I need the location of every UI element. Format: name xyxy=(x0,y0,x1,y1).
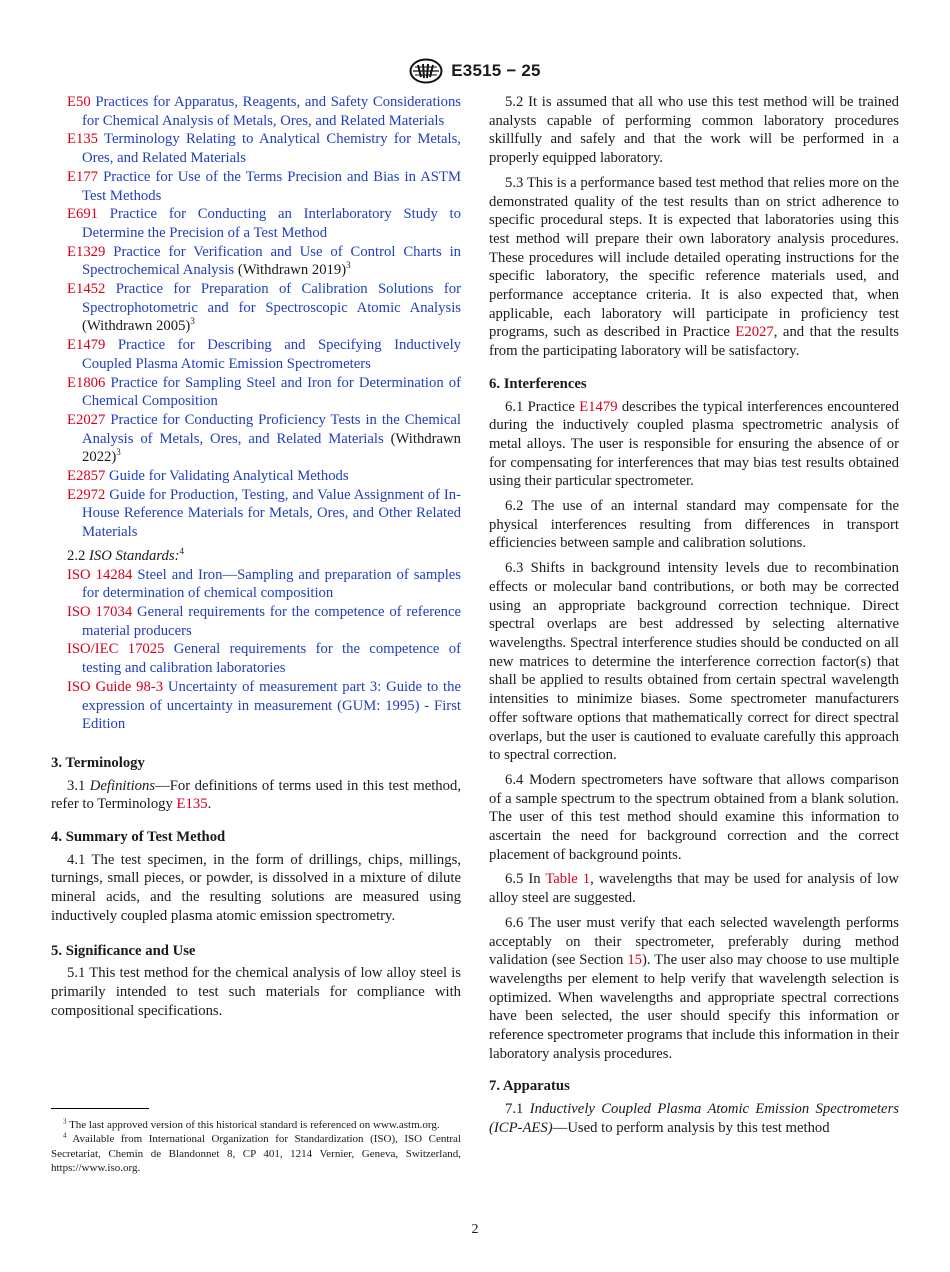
reference-title-link[interactable]: Terminology Relating to Analytical Chemistry for Metals, Ores, and Related Materials xyxy=(82,131,461,167)
reference-item xyxy=(51,486,461,542)
section-number: 7.1 xyxy=(505,1101,524,1118)
reference-title-link[interactable]: Practice for Verification and Use of Control Charts in Spectrochemical Analysis xyxy=(82,243,462,279)
footnote-divider xyxy=(51,1108,149,1109)
section-number: 2.2 xyxy=(67,547,86,564)
footnote-marker: 3 xyxy=(116,447,121,458)
footnote-text: The last approved version of this historical standard is referenced on www.astm.org. xyxy=(69,1119,440,1131)
left-column xyxy=(51,93,461,1026)
document-id: E3515 − 25 xyxy=(451,61,541,80)
reference-title-link[interactable]: Practice for Use of the Terms Precision and Bias in ASTM Test Methods xyxy=(82,168,462,204)
paragraph-text: ). The user also may choose to use multiple wavelengths per element to help verify that wavelength selection is optimized. When wavelengths and appropriate spectral corrections have been selected, the user should specify this information or reference spectrometer programs that include this information in their laboratory analysis procedures. xyxy=(489,952,899,1062)
footnote xyxy=(51,1132,461,1175)
paragraph-7-1 xyxy=(489,1100,899,1137)
reference-item xyxy=(51,243,461,280)
reference-title-link[interactable]: Practices for Apparatus, Reagents, and Safety Considerations for Chemical Analysis of Metals, Ores, and Related Materials xyxy=(82,94,462,129)
astm-reference-list xyxy=(51,93,461,542)
reference-title-link[interactable]: Practice for Conducting Proficiency Tests in the Chemical Analysis of Metals, Ores, and Related Materials xyxy=(82,411,461,447)
reference-item xyxy=(51,678,461,734)
paragraph-6-5 xyxy=(489,870,899,907)
reference-title-link[interactable]: Uncertainty of measurement part 3: Guide to the expression of uncertainty in measurement (GUM: 1995) - First Edition xyxy=(82,678,461,733)
footnote-marker: 4 xyxy=(179,545,184,556)
paragraph-text: —For definitions of terms used in this test method, refer to Terminology xyxy=(51,777,461,813)
section-number: 3.1 xyxy=(67,777,86,794)
reference-code-link[interactable]: ISO 14284 xyxy=(67,566,133,583)
reference-code-link[interactable]: E1329 xyxy=(67,243,106,260)
paragraph-6-4: 6.4 Modern spectrometers have software that allows comparison of a sample spectrum to the spectrum obtained from a blank solution. The user of this test method should examine this information to ascertain the need for background correction and the correct placement of background points. xyxy=(489,771,899,863)
reference-link[interactable]: E2027 xyxy=(735,324,774,341)
reference-title-link[interactable]: Practice for Sampling Steel and Iron for Determination of Chemical Composition xyxy=(82,374,461,410)
footnote xyxy=(51,1118,461,1132)
withdrawn-note: (Withdrawn 2022) xyxy=(82,430,461,466)
paragraph-text: 5.3 This is a performance based test method that relies more on the demonstrated quality of the test results than on strict adherence to specific procedural steps. It is expected that laboratories using this test method will prepare their own laboratory analysis procedures. These procedures will include detailed operating instructions for the specific laboratory, the specific reference materials used, and performance acceptance criteria. It is also expected that, when applicable, each laboratory will participate in proficiency test programs, such as described in Practice xyxy=(489,174,899,341)
reference-item xyxy=(51,640,461,677)
reference-code-link[interactable]: E2857 xyxy=(67,468,106,485)
reference-title-link[interactable]: Guide for Production, Testing, and Value Assignment of In-House Reference Materials for Metals, Ores, and Other Related Materials xyxy=(82,486,461,541)
reference-item xyxy=(51,566,461,603)
iso-heading-title: ISO Standards: xyxy=(89,547,180,564)
reference-code-link[interactable]: E1452 xyxy=(67,281,106,298)
italic-term: Definitions xyxy=(89,777,156,794)
section-heading-apparatus: 7. Apparatus xyxy=(489,1078,570,1095)
reference-code-link[interactable]: E1479 xyxy=(67,337,106,354)
reference-code-link[interactable]: E50 xyxy=(67,94,91,110)
reference-item xyxy=(51,603,461,640)
astm-logo-icon xyxy=(409,58,443,84)
reference-item xyxy=(51,205,461,242)
paragraph-text: 6.5 In xyxy=(505,871,541,888)
paragraph-6-3: 6.3 Shifts in background intensity levels due to recombination effects or molecular band contributions, or both may be corrected using an appropriate background correction technique. Direct spectral overlaps are best addressed by selecting alternative wavelengths. Spectral interference studies should be conducted on all new matrices to determine the interference correction factor(s) that shall be applied to results obtained from certain spectral wavelength intensities to minimize biases. Some spectrometer manufacturers offer software options that mathematically correct for direct spectral overlaps, but the user is cautioned to evaluate carefully this approach to spectral correction. xyxy=(489,560,899,764)
paragraph-5-1: 5.1 This test method for the chemical analysis of low alloy steel is primarily intended to test such materials for compliance with compositional specifications. xyxy=(51,965,461,1019)
reference-code-link[interactable]: ISO/IEC 17025 xyxy=(67,641,165,658)
paragraph-text: 6.1 Practice xyxy=(505,398,575,415)
page-number: 2 xyxy=(471,1222,479,1237)
reference-code-link[interactable]: E691 xyxy=(67,206,99,223)
paragraph-5-3 xyxy=(489,174,899,361)
paragraph-text: , and that the results from the participating laboratory will be satisfactory. xyxy=(489,324,899,360)
punctuation: . xyxy=(207,796,212,813)
reference-title-link[interactable]: Steel and Iron—Sampling and preparation of samples for determination of chemical composition xyxy=(82,566,462,602)
reference-code-link[interactable]: ISO 17034 xyxy=(67,603,133,620)
paragraph-6-1 xyxy=(489,398,899,492)
paragraph-6-2: 6.2 The use of an internal standard may compensate for the physical interferences resulting from differences in transport efficiencies between sample and calibration solutions. xyxy=(489,498,899,552)
reference-code-link[interactable]: E1806 xyxy=(67,374,106,391)
paragraph-4-1: 4.1 The test specimen, in the form of drillings, chips, millings, turnings, small pieces, or powder, is dissolved in a mixture of dilute mineral acids, and the resulting solutions are measured using inductively coupled plasma atomic emission spectrometry. xyxy=(51,851,461,924)
section-heading-summary: 4. Summary of Test Method xyxy=(51,829,226,846)
withdrawn-note: (Withdrawn 2005) xyxy=(82,318,191,335)
reference-title-link[interactable]: General requirements for the competence of testing and calibration laboratories xyxy=(82,641,461,677)
paragraph-text: —Used to perform analysis by this test method xyxy=(552,1119,830,1136)
footnote-marker: 3 xyxy=(190,316,195,327)
section-heading-terminology: 3. Terminology xyxy=(51,754,145,771)
reference-title-link[interactable]: Practice for Preparation of Calibration Solutions for Spectrophotometric and for Spectroscopic Atomic Analysis xyxy=(82,281,461,316)
italic-term: Inductively Coupled Plasma Atomic Emission Spectrometers (ICP-AES) xyxy=(489,1101,900,1136)
paragraph-3-1 xyxy=(51,777,461,814)
reference-item xyxy=(51,467,461,486)
reference-title-link[interactable]: Practice for Conducting an Interlaboratory Study to Determine the Precision of a Test Method xyxy=(82,206,461,241)
section-heading-interferences: 6. Interferences xyxy=(489,375,587,392)
footnote-marker: 3 xyxy=(63,1117,67,1126)
footnote-text: Available from International Organization for Standardization (ISO), ISO Central Secretariat, Chemin de Blandonnet 8, CP 401, 1214 Vernier, Geneva, Switzerland, https://www.iso.org. xyxy=(51,1133,461,1174)
withdrawn-note: (Withdrawn 2019) xyxy=(234,262,347,279)
paragraph-5-2: 5.2 It is assumed that all who use this test method will be trained analysts capable of performing common laboratory procedures skillfully and safely and that the work will be performed in a properly equipped laboratory. xyxy=(489,94,899,167)
table-link[interactable]: Table 1 xyxy=(545,871,591,888)
reference-title-link[interactable]: Practice for Describing and Specifying Inductively Coupled Plasma Atomic Emission Spectrometers xyxy=(82,337,461,372)
right-column xyxy=(489,93,899,1144)
footnote-marker: 4 xyxy=(63,1131,67,1140)
reference-code-link[interactable]: E135 xyxy=(67,131,99,148)
paragraph-text: 6.6 The user must verify that each selected wavelength performs acceptably on their spectrometer, preferably during method validation (see Section xyxy=(489,914,899,969)
section-link[interactable]: 15 xyxy=(627,952,643,969)
reference-code-link[interactable]: E177 xyxy=(67,168,99,185)
reference-item xyxy=(51,130,461,167)
reference-title-link[interactable]: Guide for Validating Analytical Methods xyxy=(109,468,349,485)
reference-item xyxy=(51,374,461,411)
iso-standards-heading xyxy=(51,547,461,566)
reference-item xyxy=(51,411,461,467)
reference-code-link[interactable]: E2972 xyxy=(67,486,106,503)
reference-code-link[interactable]: E2027 xyxy=(67,411,106,428)
reference-item xyxy=(51,168,461,205)
reference-item xyxy=(51,336,461,373)
reference-title-link[interactable]: General requirements for the competence of reference material producers xyxy=(82,603,462,639)
reference-link[interactable]: E135 xyxy=(176,796,208,813)
page-header xyxy=(0,58,950,89)
section-heading-significance: 5. Significance and Use xyxy=(51,942,196,959)
iso-reference-list xyxy=(51,566,461,734)
paragraph-text: describes the typical interferences encountered during the inductively coupled plasma spectrometric analysis of metal alloys. The user is responsible for ensuring the absence of or for compensating for interferences that may bias test results obtained using their particular spectrometer. xyxy=(489,398,899,490)
reference-item xyxy=(51,93,461,130)
reference-link[interactable]: E1479 xyxy=(579,398,618,415)
reference-item xyxy=(51,280,461,336)
paragraph-6-6 xyxy=(489,914,899,1064)
footnotes xyxy=(51,1118,461,1175)
paragraph-text: , wavelengths that may be used for analysis of low alloy steel are suggested. xyxy=(489,871,899,907)
reference-code-link[interactable]: ISO Guide 98-3 xyxy=(67,678,164,695)
footnote-marker: 3 xyxy=(346,260,351,271)
